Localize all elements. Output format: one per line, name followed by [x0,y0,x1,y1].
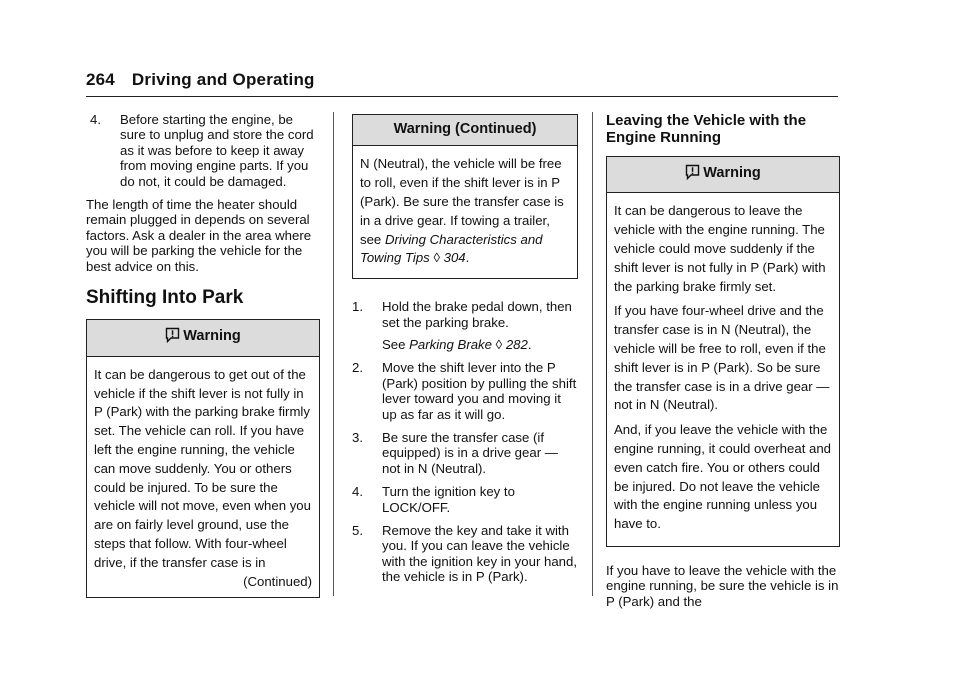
body-paragraph: If you have to leave the vehicle with the engine running, be sure the vehicle is in P (Park) and the [606,562,839,609]
cross-reference[interactable]: Driving Characteristics and Towing Tips [360,231,543,266]
list-number: 4. [352,484,363,500]
warning-icon [685,164,700,184]
warning-body [607,193,839,546]
list-body [382,299,578,352]
cross-reference-page[interactable]: 304 [443,250,466,266]
warning-continued-box [352,114,578,279]
body-paragraph: The length of time the heater should remain plugged in depends on several factors. Ask a dealer in the area where you will be parking the vehicle for the best advice on this. [86,197,312,274]
cross-reference-page[interactable]: 282 [505,337,528,352]
warning-continued-header: Warning (Continued) [353,115,577,146]
list-number: 4. [90,112,101,127]
see-reference [382,337,578,352]
list-text: Remove the key and take it with you. If you can leave the vehicle with the ignition key in your hand, the vehicle is in P (Park). [382,523,577,585]
warning-paragraph: If you have four-wheel drive and the transfer case is in N (Neutral), the vehicle will be free to roll, even if the shift lever is in P (Park). So be sure the transfer case is in a drive gear — not in N (Neutral). [614,303,830,413]
column-divider-2 [592,112,593,596]
section-heading: Leaving the Vehicle with the Engine Running [606,112,807,146]
column-1 [86,112,320,598]
list-text: Before starting the engine, be sure to unplug and store the cord as it was before to keep it away from moving engine parts. If you do not, it could be damaged. [120,112,314,189]
list-number: 1. [352,299,363,315]
section-heading: Shifting Into Park [86,287,244,309]
list-number: 2. [352,360,363,376]
list-item [352,523,578,585]
page-header [86,70,315,90]
list-number: 5. [352,523,363,539]
warning-continued-body [353,146,577,278]
list-item [352,299,578,352]
warning-paragraph: It can be dangerous to leave the vehicle with the engine running. The vehicle could move suddenly if the shift lever is not fully in P (Park) with the parking brake firmly set. [614,203,826,294]
list-text: Hold the brake pedal down, then set the parking brake. [382,299,572,330]
page-ref-icon: ◊ [495,337,503,352]
list-item [86,112,320,189]
column-2 [352,114,578,593]
warning-header [607,157,839,193]
warning-title: Warning [703,165,761,181]
warning-paragraph: And, if you leave the vehicle with the engine running, it could overheat and even catch fire. You or others could be injured. Do not leave the vehicle with the engine running unless you have to. [614,422,832,532]
warning-body [87,357,319,598]
list-item [352,360,578,422]
warning-icon [165,327,180,347]
warning-box [86,319,320,598]
period: . [527,337,532,352]
page-number: 264 [86,70,115,89]
column-3 [606,112,840,616]
warning-header [87,320,319,356]
list-text: Turn the ignition key to LOCK/OFF. [382,484,515,515]
page-ref-icon: ◊ [433,250,440,266]
warning-text: It can be dangerous to get out of the vehicle if the shift lever is not fully in P (Park) with the parking brake firmly set. The vehicle can roll. If you have left the engine running, the vehicle can move suddenly. You or others could be injured. To be sure the vehicle will not move, even when you are on fairly level ground, use the steps that follow. With four-wheel drive, if the transfer case is in [94,366,311,570]
cross-reference[interactable]: Parking Brake [409,337,492,352]
list-text: Move the shift lever into the P (Park) position by pulling the shift lever toward you and moving it up as far as it will go. [382,360,577,422]
continued-label: (Continued) [243,573,312,589]
section-title: Driving and Operating [131,70,315,89]
warning-continued-text: N (Neutral), the vehicle will be free to roll, even if the shift lever is in P (Park). Be sure the transfer case is in a drive gear. If towing a trailer, see [360,156,564,247]
list-number: 3. [352,430,363,446]
list-item [352,430,578,476]
list-item [352,484,578,515]
list-text: Be sure the transfer case (if equipped) is in a drive gear — not in N (Neutral). [382,430,558,476]
warning-box [606,156,840,547]
period: . [465,250,470,266]
header-rule [86,96,838,97]
column-divider-1 [333,112,334,596]
warning-title: Warning [183,328,241,345]
see-label: See [382,337,406,352]
